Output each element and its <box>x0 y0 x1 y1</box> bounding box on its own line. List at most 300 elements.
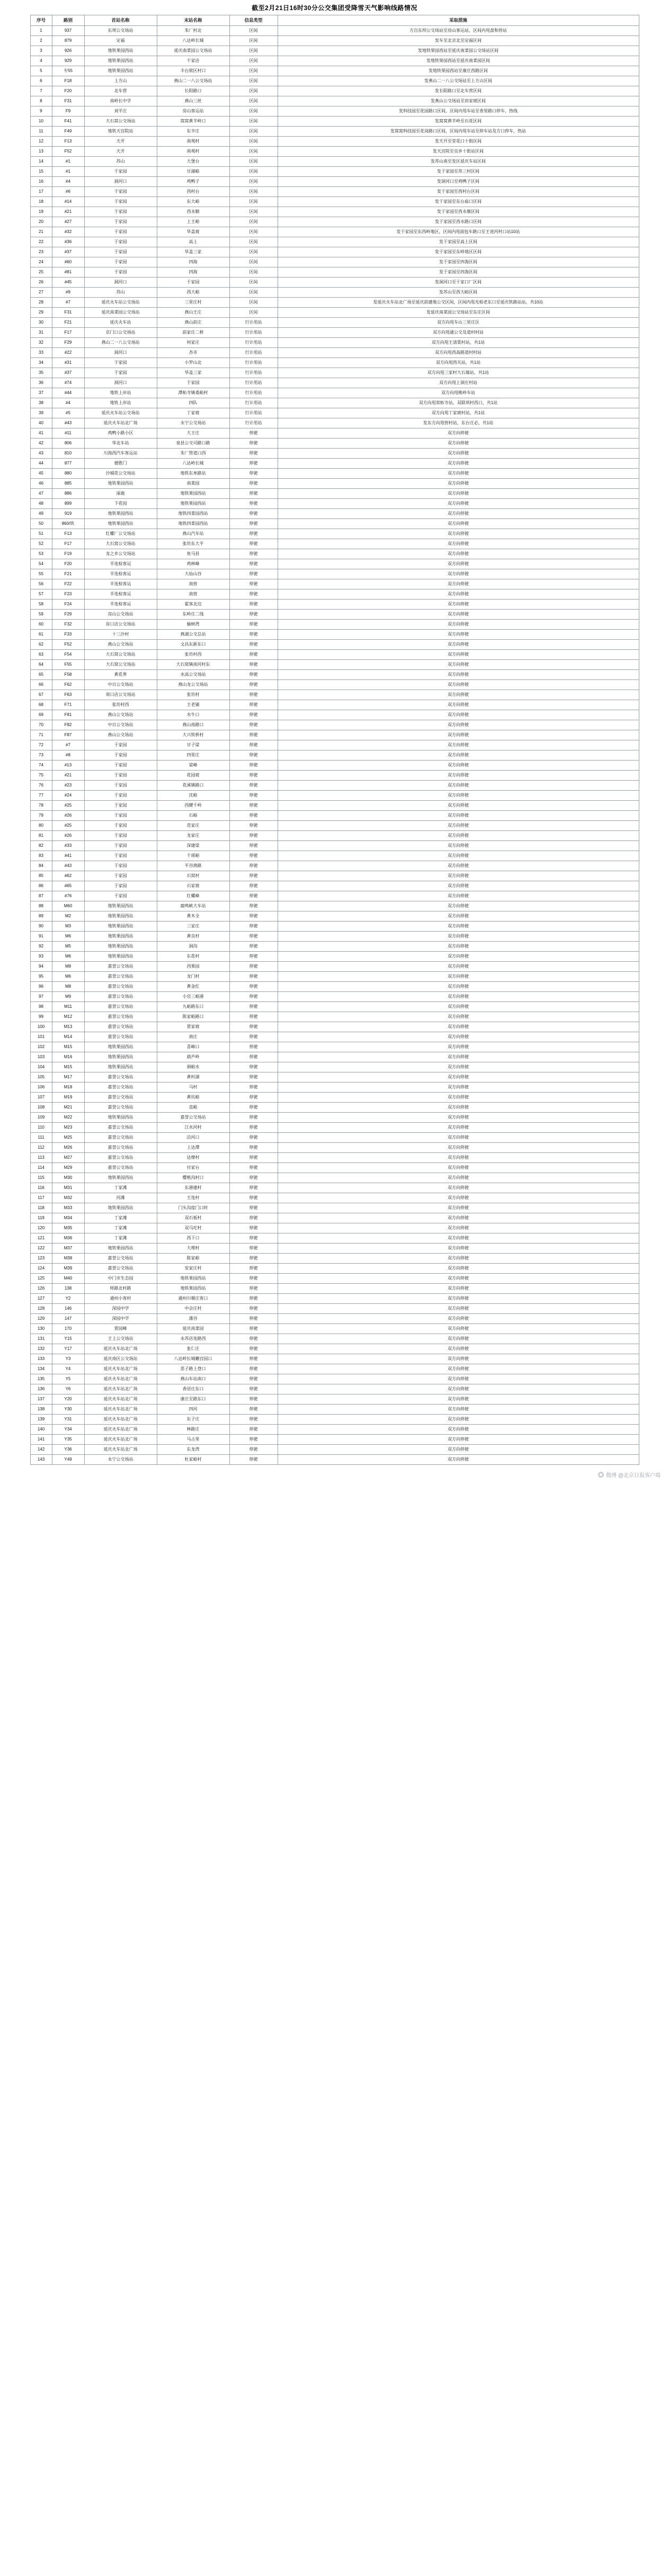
cell-index: 140 <box>30 1425 52 1435</box>
cell-type: 停驶 <box>229 881 278 891</box>
table-row <box>30 1012 639 1022</box>
cell-end: 张坊东大平 <box>157 539 229 549</box>
cell-line: 937 <box>52 26 84 36</box>
cell-line: 877 <box>52 459 84 469</box>
cell-end: 马占里 <box>157 1435 229 1445</box>
table-row <box>30 428 639 439</box>
cell-type: 停驶 <box>229 1083 278 1093</box>
bus-lines-table <box>30 15 639 1465</box>
cell-measures: 双方向甩王清渠村站，共1站 <box>278 338 639 348</box>
cell-type: 停驶 <box>229 831 278 841</box>
cell-index: 52 <box>30 539 52 549</box>
cell-type: 停驶 <box>229 1445 278 1455</box>
cell-start: 京门口公交场站 <box>84 328 157 338</box>
cell-start: 于家园 <box>84 861 157 871</box>
cell-line: F21 <box>52 318 84 328</box>
cell-start: 于家园 <box>84 821 157 831</box>
cell-index: 38 <box>30 398 52 408</box>
cell-type: 停驶 <box>229 1294 278 1304</box>
cell-start: 地铁果园西站 <box>84 1203 157 1213</box>
cell-start: 涿鹿 <box>84 489 157 499</box>
cell-type: 停驶 <box>229 509 278 519</box>
cell-measures: 双方向停驶 <box>278 932 639 942</box>
cell-line: M6 <box>52 972 84 982</box>
cell-line: 886 <box>52 489 84 499</box>
cell-start: 中日公交场站 <box>84 720 157 730</box>
table-row <box>30 992 639 1002</box>
cell-end: 地铁果园西站 <box>157 1274 229 1284</box>
cell-type: 停驶 <box>229 1042 278 1052</box>
table-row <box>30 378 639 388</box>
cell-type: 停驶 <box>229 539 278 549</box>
cell-start: 于家园 <box>84 750 157 761</box>
cell-index: 118 <box>30 1203 52 1213</box>
cell-line: F17 <box>52 328 84 338</box>
table-row <box>30 962 639 972</box>
cell-start: 于家园 <box>84 801 157 811</box>
cell-type: 停驶 <box>229 620 278 630</box>
cell-measures: 双方向停驶 <box>278 1304 639 1314</box>
cell-line: #8 <box>52 750 84 761</box>
cell-index: 105 <box>30 1072 52 1083</box>
watermark <box>598 1471 661 1479</box>
table-row <box>30 569 639 579</box>
cell-index: 70 <box>30 720 52 730</box>
cell-start: 嘉誉公交场站 <box>84 1002 157 1012</box>
cell-type: 停驶 <box>229 932 278 942</box>
table-row <box>30 1244 639 1254</box>
cell-type: 停驶 <box>229 952 278 962</box>
cell-index: 69 <box>30 710 52 720</box>
cell-line: M19 <box>52 1093 84 1103</box>
cell-start: 定福 <box>84 36 157 46</box>
cell-type: 停驶 <box>229 499 278 509</box>
cell-end: 八达岭长城 <box>157 36 229 46</box>
cell-type: 停驶 <box>229 972 278 982</box>
cell-line: M35 <box>52 1223 84 1233</box>
cell-end: 杏市 <box>157 348 229 358</box>
cell-start: 东坝公交场站 <box>84 26 157 36</box>
cell-index: 30 <box>30 318 52 328</box>
cell-start: 地铁果园西站 <box>84 952 157 962</box>
cell-start: 下花园 <box>84 499 157 509</box>
cell-end: 梁峰 <box>157 761 229 771</box>
cell-line: F33 <box>52 630 84 640</box>
cell-index: 64 <box>30 660 52 670</box>
cell-start: 燕山公交场站 <box>84 730 157 740</box>
table-row <box>30 881 639 891</box>
cell-line: F24 <box>52 600 84 610</box>
cell-index: 45 <box>30 469 52 479</box>
cell-start: 房口店公交场站 <box>84 620 157 630</box>
cell-end: 大石窝镇南河村东 <box>157 660 229 670</box>
cell-index: 12 <box>30 137 52 147</box>
cell-end: 双石板村 <box>157 1213 229 1223</box>
cell-index: 55 <box>30 569 52 579</box>
cell-measures: 双方向停驶 <box>278 891 639 901</box>
cell-type: 停驶 <box>229 1344 278 1354</box>
cell-type: 停驶 <box>229 589 278 600</box>
cell-start: 丁家滩 <box>84 1183 157 1193</box>
table-row <box>30 1083 639 1093</box>
cell-line: M36 <box>52 1233 84 1244</box>
cell-start: 燕山公交场站 <box>84 640 157 650</box>
cell-type: 停驶 <box>229 469 278 479</box>
cell-end: 四队 <box>157 398 229 408</box>
cell-line: #7 <box>52 740 84 750</box>
cell-measures: 双方向停驶 <box>278 700 639 710</box>
cell-end: 榆树湾 <box>157 620 229 630</box>
cell-index: 74 <box>30 761 52 771</box>
cell-start: 天开 <box>84 137 157 147</box>
cell-line: F32 <box>52 620 84 630</box>
cell-measures: 发长阳路口至北车营区间 <box>278 86 639 96</box>
cell-type: 停驶 <box>229 901 278 911</box>
cell-type: 停驶 <box>229 1012 278 1022</box>
cell-measures: 双方向停驶 <box>278 630 639 640</box>
cell-measures: 双方向停驶 <box>278 771 639 781</box>
cell-start: 于家园 <box>84 881 157 891</box>
table-row <box>30 479 639 489</box>
cell-measures: 双方向停驶 <box>278 942 639 952</box>
cell-start: 延庆火车站北广场 <box>84 1364 157 1374</box>
cell-end: 张坊村西 <box>157 650 229 660</box>
table-row <box>30 932 639 942</box>
cell-type: 停驶 <box>229 439 278 449</box>
cell-measures: 发于家园至苏三村区间 <box>278 167 639 177</box>
cell-start: 于家园 <box>84 811 157 821</box>
cell-measures: 双方向停驶 <box>278 1334 639 1344</box>
cell-start: 地铁果园西站 <box>84 56 157 66</box>
cell-line: M33 <box>52 1203 84 1213</box>
cell-measures: 双方向停驶 <box>278 811 639 821</box>
cell-line: #25 <box>52 801 84 811</box>
cell-end: 燕山三丝 <box>157 96 229 106</box>
table-row <box>30 187 639 197</box>
cell-start: 嘉誉公交场站 <box>84 1254 157 1264</box>
table-row <box>30 1213 639 1223</box>
cell-index: 80 <box>30 821 52 831</box>
cell-index: 62 <box>30 640 52 650</box>
cell-index: 111 <box>30 1133 52 1143</box>
cell-measures: 双方向停驶 <box>278 901 639 911</box>
cell-end: 达摩村 <box>157 1153 229 1163</box>
table-row <box>30 549 639 559</box>
cell-end: 思子路上登口 <box>157 1364 229 1374</box>
cell-end: 于家园 <box>157 278 229 288</box>
cell-measures: 双方向停驶 <box>278 428 639 439</box>
cell-line: M9 <box>52 992 84 1002</box>
cell-start: 嘉誉公交场站 <box>84 972 157 982</box>
cell-end: 上达潭 <box>157 1143 229 1153</box>
cell-start: 川海西汽车客运站 <box>84 449 157 459</box>
cell-index: 117 <box>30 1193 52 1203</box>
cell-line: 879 <box>52 36 84 46</box>
cell-measures: 双方向停驶 <box>278 499 639 509</box>
table-row <box>30 197 639 207</box>
cell-index: 91 <box>30 932 52 942</box>
cell-measures: 双方向停驶 <box>278 801 639 811</box>
cell-index: 112 <box>30 1143 52 1153</box>
table-row <box>30 358 639 368</box>
cell-index: 54 <box>30 559 52 569</box>
cell-measures: 双方向停驶 <box>278 922 639 932</box>
cell-start: 嘉誉公交场站 <box>84 1103 157 1113</box>
table-row <box>30 1354 639 1364</box>
table-row <box>30 147 639 157</box>
table-row <box>30 1264 639 1274</box>
cell-measures: 发窝窝黄羊岭至石花区间 <box>278 117 639 127</box>
cell-line: #65 <box>52 881 84 891</box>
table-row <box>30 559 639 569</box>
cell-start: 周口店公交场站 <box>84 690 157 700</box>
cell-measures: 双方向停驶 <box>278 1284 639 1294</box>
table-row <box>30 56 639 66</box>
cell-measures: 发苏山至西大峪区间 <box>278 288 639 298</box>
cell-measures: 双方向停驶 <box>278 690 639 700</box>
cell-type: 停驶 <box>229 610 278 620</box>
cell-measures: 双方向停驶 <box>278 972 639 982</box>
cell-measures: 双方向停驶 <box>278 1193 639 1203</box>
cell-index: 81 <box>30 831 52 841</box>
table-row <box>30 66 639 76</box>
cell-start: 延庆火车站公交场站 <box>84 298 157 308</box>
column-header-line: 路别 <box>52 15 84 26</box>
cell-index: 10 <box>30 117 52 127</box>
cell-index: 79 <box>30 811 52 821</box>
cell-type: 停驶 <box>229 1223 278 1233</box>
cell-index: 130 <box>30 1324 52 1334</box>
cell-line: #21 <box>52 207 84 217</box>
cell-start: 嘉誉公交场站 <box>84 1032 157 1042</box>
cell-index: 139 <box>30 1415 52 1425</box>
cell-line: 926 <box>52 46 84 56</box>
cell-start: 延庆火车站公交场站 <box>84 408 157 418</box>
cell-index: 121 <box>30 1233 52 1244</box>
cell-type: 区间 <box>229 227 278 237</box>
cell-type: 行计用站 <box>229 398 278 408</box>
table-row <box>30 509 639 519</box>
table-row <box>30 1435 639 1445</box>
cell-measures: 发延庆南菜园公交场站至东庄区间 <box>278 308 639 318</box>
table-row <box>30 1334 639 1344</box>
table-row <box>30 267 639 278</box>
table-row <box>30 298 639 308</box>
table-row <box>30 217 639 227</box>
cell-line: M12 <box>52 1012 84 1022</box>
cell-measures: 双方向停驶 <box>278 1163 639 1173</box>
table-row <box>30 600 639 610</box>
cell-type: 停驶 <box>229 1284 278 1294</box>
cell-line: M3 <box>52 922 84 932</box>
cell-end: 东大峪 <box>157 197 229 207</box>
cell-index: 135 <box>30 1374 52 1384</box>
table-row <box>30 247 639 257</box>
cell-start: 大石窝公交场站 <box>84 117 157 127</box>
cell-type: 停驶 <box>229 700 278 710</box>
cell-measures: 双方向停驶 <box>278 1002 639 1012</box>
cell-line: M14 <box>52 1032 84 1042</box>
cell-type: 停驶 <box>229 1274 278 1284</box>
table-row <box>30 489 639 499</box>
cell-end: 大仙山谷 <box>157 569 229 579</box>
cell-line: M5 <box>52 942 84 952</box>
cell-type: 停驶 <box>229 730 278 740</box>
cell-line: F9 <box>52 106 84 117</box>
cell-index: 66 <box>30 680 52 690</box>
cell-type: 区间 <box>229 167 278 177</box>
cell-type: 区间 <box>229 56 278 66</box>
cell-measures: 双方向停驶 <box>278 439 639 449</box>
cell-start: 延庆火车站北广场 <box>84 1344 157 1354</box>
cell-index: 119 <box>30 1213 52 1223</box>
cell-line: F29 <box>52 610 84 620</box>
cell-start: 延庆火车站北广场 <box>84 1425 157 1435</box>
cell-index: 57 <box>30 589 52 600</box>
table-row <box>30 288 639 298</box>
table-row <box>30 1032 639 1042</box>
cell-type: 停驶 <box>229 841 278 851</box>
table-row <box>30 439 639 449</box>
cell-end: 泉县公交司路口路 <box>157 439 229 449</box>
cell-line: 919 <box>52 509 84 519</box>
cell-measures: 发于家园至高上区间 <box>278 237 639 247</box>
cell-line: 147 <box>52 1314 84 1324</box>
cell-type: 停驶 <box>229 1394 278 1405</box>
cell-type: 停驶 <box>229 801 278 811</box>
cell-end: 南窖 <box>157 579 229 589</box>
cell-line: Y20 <box>52 1394 84 1405</box>
cell-end: 龙家庄 <box>157 831 229 841</box>
cell-start: 延庆火车站北广场 <box>84 1384 157 1394</box>
cell-measures: 发苏山南至发区延庆车站区间 <box>278 157 639 167</box>
cell-end: 燕山二一八公交场站 <box>157 76 229 86</box>
cell-line: #62 <box>52 871 84 881</box>
cell-end: 燕山车站南口 <box>157 1374 229 1384</box>
cell-measures: 双方向停驶 <box>278 1425 639 1435</box>
table-row <box>30 137 639 147</box>
cell-start: 嘉誉公交场站 <box>84 1153 157 1163</box>
cell-index: 65 <box>30 670 52 680</box>
cell-measures: 双方向停驶 <box>278 861 639 871</box>
cell-line: #5 <box>52 408 84 418</box>
watermark-label: 微博 @北京日报客户端 <box>606 1473 661 1479</box>
cell-type: 区间 <box>229 197 278 207</box>
table-row <box>30 871 639 881</box>
cell-index: 84 <box>30 861 52 871</box>
cell-type: 区间 <box>229 278 278 288</box>
cell-index: 19 <box>30 207 52 217</box>
cell-index: 37 <box>30 388 52 398</box>
cell-type: 停驶 <box>229 1002 278 1012</box>
cell-end: 地铁果园西站 <box>157 1284 229 1294</box>
cell-type: 停驶 <box>229 1203 278 1213</box>
table-row <box>30 1233 639 1244</box>
table-row <box>30 891 639 901</box>
cell-end: 地铁东单路站 <box>157 469 229 479</box>
cell-index: 71 <box>30 730 52 740</box>
cell-index: 24 <box>30 257 52 267</box>
cell-measures: 双方向甩丁家坡村站，共1站 <box>278 408 639 418</box>
cell-index: 13 <box>30 147 52 157</box>
cell-end: 丁家坡 <box>157 408 229 418</box>
cell-index: 56 <box>30 579 52 589</box>
cell-line: #22 <box>52 348 84 358</box>
table-row <box>30 982 639 992</box>
cell-line: M40 <box>52 1274 84 1284</box>
cell-type: 停驶 <box>229 459 278 469</box>
cell-end: 地铁果园西站 <box>157 489 229 499</box>
cell-type: 停驶 <box>229 811 278 821</box>
cell-end: 燕湖公交总站 <box>157 630 229 640</box>
cell-end: 沿河口 <box>157 1133 229 1143</box>
cell-index: 35 <box>30 368 52 378</box>
table-row <box>30 96 639 106</box>
cell-measures: 双方向停驶 <box>278 1173 639 1183</box>
cell-start: 嘉誉公交场站 <box>84 1143 157 1153</box>
table-row <box>30 610 639 620</box>
table-row <box>30 821 639 831</box>
cell-type: 行计用站 <box>229 348 278 358</box>
cell-start: 上方山 <box>84 76 157 86</box>
cell-line: #7 <box>52 298 84 308</box>
cell-index: 33 <box>30 348 52 358</box>
cell-end: 鸡林峰 <box>157 559 229 569</box>
cell-index: 2 <box>30 36 52 46</box>
cell-start: 通州小客村 <box>84 1294 157 1304</box>
cell-start: 地铁上岸站 <box>84 398 157 408</box>
table-row <box>30 811 639 821</box>
table-row <box>30 1455 639 1465</box>
cell-measures: 发东方向甩窖村站，东台庄必，共1站 <box>278 418 639 428</box>
cell-start: 贾园峰 <box>84 1324 157 1334</box>
cell-measures: 发地铁果园西站至康庄西路区间 <box>278 66 639 76</box>
cell-start: 苏山 <box>84 288 157 298</box>
cell-line: #6 <box>52 187 84 197</box>
table-row <box>30 791 639 801</box>
cell-start: 深园中学 <box>84 1304 157 1314</box>
cell-measures: 双方向停驶 <box>278 1062 639 1072</box>
cell-type: 区间 <box>229 298 278 308</box>
cell-index: 114 <box>30 1163 52 1173</box>
cell-start: 于家园 <box>84 761 157 771</box>
cell-line: Y36 <box>52 1445 84 1455</box>
cell-measures: 双方向停驶 <box>278 791 639 801</box>
cell-index: 138 <box>30 1405 52 1415</box>
cell-index: 95 <box>30 972 52 982</box>
cell-index: 59 <box>30 610 52 620</box>
cell-type: 停驶 <box>229 630 278 640</box>
cell-measures: 双方向停驶 <box>278 1022 639 1032</box>
cell-index: 9 <box>30 106 52 117</box>
cell-start: 王上公交场站 <box>84 1334 157 1344</box>
cell-type: 停驶 <box>229 1314 278 1324</box>
cell-start: 洞河口 <box>84 177 157 187</box>
cell-start: 十三沙村 <box>84 630 157 640</box>
cell-line: Y2 <box>52 1294 84 1304</box>
cell-end: 西大峪 <box>157 288 229 298</box>
cell-end: 康庄至路东口 <box>157 1394 229 1405</box>
cell-start: 黄花界 <box>84 670 157 680</box>
cell-measures: 双方向停驶 <box>278 720 639 730</box>
cell-measures: 双方向停驶 <box>278 962 639 972</box>
cell-end: 永宁公交场站 <box>157 418 229 428</box>
cell-measures: 发于家园至四海区间 <box>278 267 639 278</box>
table-row <box>30 730 639 740</box>
cell-index: 113 <box>30 1153 52 1163</box>
cell-end: 东龙湾 <box>157 1445 229 1455</box>
cell-type: 停驶 <box>229 982 278 992</box>
